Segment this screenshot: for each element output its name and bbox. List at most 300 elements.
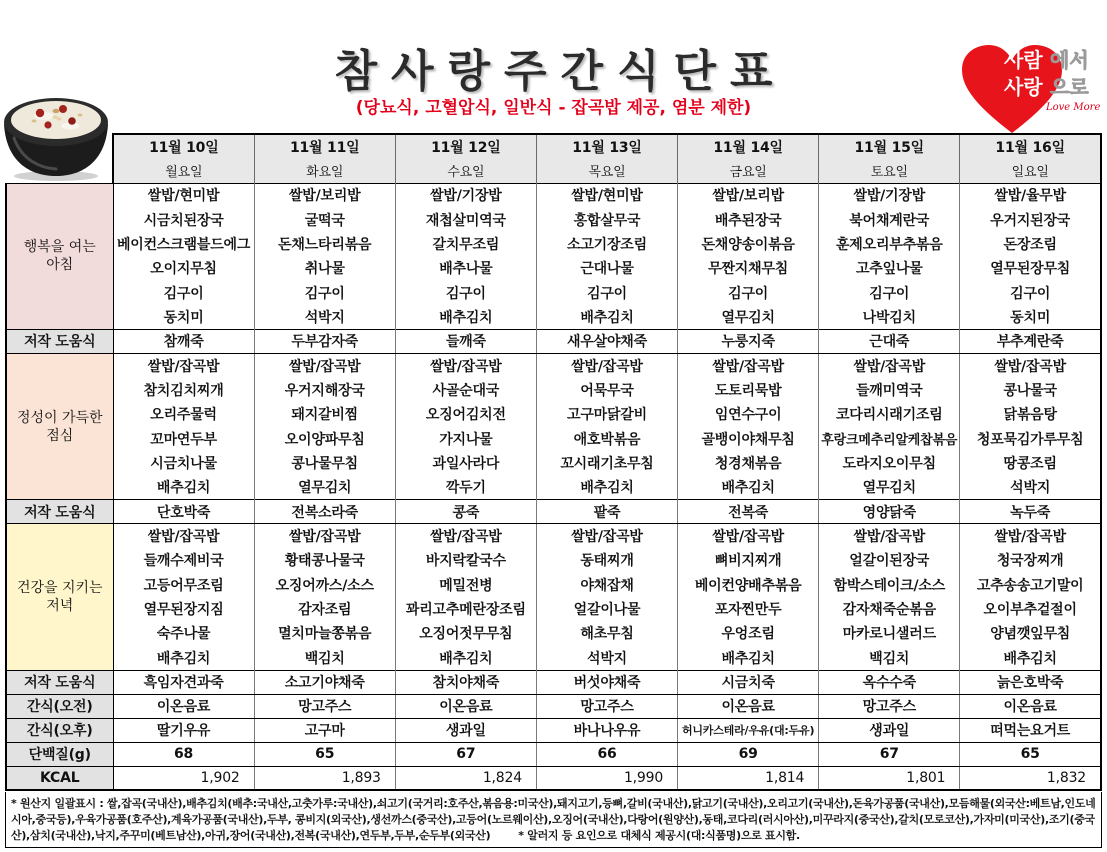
menu-cell — [960, 572, 1101, 596]
soft-food-item: 새우살야채죽 — [567, 334, 647, 351]
menu-item: 쌀밥/잡곡밥 — [994, 358, 1066, 375]
day-date: 11월 11일 — [289, 139, 360, 156]
kcal-value: 1,824 — [482, 769, 522, 786]
menu-cell — [113, 402, 254, 426]
menu-item: 김구이 — [163, 285, 204, 302]
menu-item: 쌀밥/잡곡밥 — [288, 358, 361, 375]
snack-pm-item-cell — [819, 718, 960, 742]
menu-item: 쌀밥/잡곡밥 — [571, 358, 643, 375]
snack-pm-item: 바나나우유 — [573, 723, 641, 740]
menu-cell — [819, 281, 960, 305]
meal-label-dinner: 건강을 지키는 저녁 — [16, 579, 103, 614]
day-date: 11월 16일 — [995, 139, 1065, 156]
menu-item: 쌀밥/잡곡밥 — [147, 529, 220, 546]
soft-food-item-cell — [113, 670, 254, 694]
menu-cell — [536, 597, 677, 621]
kcal-value: 1,893 — [341, 769, 381, 786]
menu-cell — [819, 207, 960, 231]
menu-item: 쌀밥/기장밥 — [853, 188, 926, 205]
menu-item: 과일사라다 — [432, 456, 500, 473]
menu-cell — [254, 427, 395, 451]
menu-cell — [960, 475, 1101, 499]
snack-am-item: 이온음료 — [439, 699, 493, 716]
menu-cell — [819, 232, 960, 256]
kcal-value: 1,990 — [623, 769, 664, 786]
meal-label-breakfast-cell — [6, 183, 113, 329]
menu-item: 쌀밥/현미밥 — [147, 188, 220, 205]
menu-cell — [678, 402, 819, 426]
snack-am-item-cell — [678, 694, 819, 718]
menu-cell — [678, 548, 819, 572]
menu-cell — [254, 621, 395, 645]
menu-item: 쌀밥/보리밥 — [712, 188, 784, 205]
soft-food-item-cell — [254, 329, 395, 353]
menu-cell — [113, 353, 254, 377]
menu-cell — [819, 427, 960, 451]
menu-cell — [113, 378, 254, 402]
menu-item: 돈장조림 — [1003, 236, 1057, 253]
day-date: 11월 13일 — [572, 139, 642, 156]
menu-cell — [819, 402, 960, 426]
soft-food-item-cell — [536, 500, 677, 524]
menu-item: 고추잎나물 — [855, 261, 923, 278]
menu-item: 열무김치 — [862, 480, 916, 497]
logo-word-1: 사람 — [1004, 48, 1043, 72]
menu-item: 소고기장조림 — [567, 236, 647, 253]
menu-item: 청국장찌개 — [996, 553, 1064, 570]
weekday-label: 일요일 — [1011, 165, 1049, 180]
soft-food-item: 전복죽 — [728, 504, 769, 521]
menu-cell — [960, 378, 1101, 402]
menu-cell — [395, 451, 536, 475]
menu-item: 가지나물 — [439, 431, 493, 448]
day-date-cell — [960, 134, 1101, 159]
menu-cell — [819, 378, 960, 402]
day-date: 11월 15일 — [854, 139, 925, 156]
menu-item: 야채잡채 — [580, 577, 634, 594]
menu-cell — [395, 305, 536, 329]
day-date-cell — [254, 134, 395, 159]
menu-cell — [678, 232, 819, 256]
menu-cell — [254, 378, 395, 402]
menu-item: 꼬마연두부 — [150, 431, 217, 448]
menu-item: 동태찌개 — [580, 553, 634, 570]
protein-value-cell — [395, 742, 536, 766]
menu-item: 오징어젓무무침 — [419, 626, 513, 643]
menu-item: 양념깻잎무침 — [990, 626, 1071, 643]
menu-item: 쌀밥/잡곡밥 — [571, 529, 643, 546]
snack-pm-item-cell — [395, 718, 536, 742]
menu-cell — [113, 646, 254, 670]
menu-cell — [113, 232, 254, 256]
soft-food-item-cell — [960, 329, 1101, 353]
kcal-value-cell — [536, 766, 677, 790]
menu-cell — [960, 232, 1101, 256]
logo-suffix-2: 으로 — [1050, 75, 1089, 99]
menu-cell — [113, 597, 254, 621]
menu-item: 김구이 — [869, 285, 910, 302]
soft-food-item-cell — [536, 329, 677, 353]
menu-item: 배추김치 — [156, 650, 211, 667]
snack-am-item: 망고주스 — [298, 699, 352, 716]
protein-value: 67 — [879, 746, 899, 763]
menu-item: 오이양파무침 — [284, 431, 365, 448]
menu-item: 배추김치 — [721, 480, 775, 497]
menu-item: 북어채계란국 — [849, 212, 930, 229]
menu-item: 우거지해장국 — [284, 382, 365, 399]
menu-item: 고구마닭갈비 — [567, 407, 647, 424]
menu-cell — [113, 256, 254, 280]
kcal-value: 1,801 — [906, 769, 946, 786]
soft-food-item: 참깨죽 — [163, 334, 204, 351]
menu-cell — [536, 548, 677, 572]
soft-food-item: 근대죽 — [869, 334, 910, 351]
menu-cell — [960, 427, 1101, 451]
soft-food-item-cell — [254, 670, 395, 694]
snack-pm-item: 딸기우유 — [156, 723, 211, 740]
menu-cell — [678, 378, 819, 402]
menu-item: 굴떡국 — [304, 212, 345, 229]
menu-cell — [395, 207, 536, 231]
day-date-cell — [819, 134, 960, 159]
menu-cell — [960, 183, 1101, 207]
menu-item: 고등어무조림 — [143, 577, 224, 594]
menu-item: 훈제오리부추볶음 — [835, 236, 943, 253]
menu-item: 취나물 — [304, 261, 345, 278]
menu-cell — [678, 646, 819, 670]
menu-cell — [678, 597, 819, 621]
menu-cell — [960, 281, 1101, 305]
menu-item: 감자채죽순볶음 — [842, 602, 936, 619]
soft-food-item: 흑임자견과죽 — [143, 675, 224, 692]
menu-item: 뼈비지찌개 — [714, 553, 782, 570]
menu-cell — [960, 353, 1101, 377]
weekday-label: 월요일 — [165, 165, 203, 180]
menu-item: 청포묵김가루무침 — [976, 431, 1084, 448]
menu-item: 쌀밥/잡곡밥 — [712, 529, 784, 546]
menu-cell — [254, 183, 395, 207]
soft-food-item-cell — [113, 500, 254, 524]
menu-item: 사골순대국 — [432, 382, 500, 399]
menu-cell — [819, 597, 960, 621]
menu-cell — [113, 427, 254, 451]
origin-notice: * 원산지 일괄표시 : 쌀,잡곡(국내산),배추김치(배추:국내산,고춧가루:국내산),쇠고기(국거리:호주산,볶음용:미국산),돼지고기,등뼈,갈비(국내산),닭고기(국내산),오리고기(국내산),돈육가공품(국내산),모듬해물(외국산:베트남,인도네시아,중국등),우육가공품(호주산),계육가공품(국내산),두부, 콩비지(외국산),생선까스(중국산),고등어(노르웨이산),오징어(국내산),다랑어(원양산),동태,코다리(러시아산),미꾸라지(중국산),갈치(모로코산),가자미(미국산),조기(중국산),삼치(국내산),낙지,주꾸미(베트남산),아귀,장어(국내산),전복(국내산),연두부,두부,순두부(외국산) — [11, 797, 1096, 842]
menu-cell — [254, 305, 395, 329]
menu-item: 김구이 — [304, 285, 345, 302]
menu-item: 오리주물럭 — [150, 407, 217, 424]
menu-cell — [395, 402, 536, 426]
menu-item: 열무김치 — [721, 309, 775, 326]
menu-cell — [960, 621, 1101, 645]
snack-pm-item-cell — [536, 718, 677, 742]
day-date: 11월 12일 — [431, 139, 501, 156]
snack-pm-label-cell — [6, 718, 113, 742]
soft-food-item-cell — [678, 329, 819, 353]
soft-food-item-cell — [819, 500, 960, 524]
soft-food-item: 부추계란죽 — [996, 334, 1064, 351]
menu-item: 돼지갈비찜 — [291, 407, 359, 424]
menu-cell — [113, 305, 254, 329]
menu-cell — [254, 207, 395, 231]
meal-label-lunch-cell — [6, 353, 113, 499]
menu-item: 배추김치 — [721, 650, 775, 667]
menu-item: 쌀밥/잡곡밥 — [994, 529, 1066, 546]
protein-value: 65 — [1020, 746, 1040, 763]
menu-cell — [960, 524, 1101, 548]
menu-cell — [819, 183, 960, 207]
menu-cell — [960, 256, 1101, 280]
weekday-label: 금요일 — [729, 165, 767, 180]
menu-cell — [536, 183, 677, 207]
soft-food-item-cell — [395, 670, 536, 694]
menu-item: 꼬시래기초무침 — [560, 456, 654, 473]
soft-food-item-cell — [395, 329, 536, 353]
meal-label-breakfast: 행복을 여는 아침 — [23, 239, 96, 274]
menu-item: 김구이 — [1010, 285, 1051, 302]
soft-food-item-cell — [678, 670, 819, 694]
weekday-cell — [536, 159, 677, 184]
snack-am-item-cell — [819, 694, 960, 718]
menu-item: 시금치나물 — [150, 456, 217, 473]
menu-cell — [960, 207, 1101, 231]
weekday-label: 수요일 — [447, 165, 485, 180]
menu-cell — [819, 646, 960, 670]
menu-cell — [113, 572, 254, 596]
menu-cell — [254, 572, 395, 596]
soft-food-label: 저작 도움식 — [24, 675, 96, 692]
soft-food-label: 저작 도움식 — [24, 334, 96, 351]
menu-item: 쌀밥/보리밥 — [288, 188, 361, 205]
snack-am-item: 이온음료 — [156, 699, 211, 716]
day-date-cell — [395, 134, 536, 159]
snack-pm-item-cell — [254, 718, 395, 742]
menu-cell — [395, 427, 536, 451]
menu-cell — [819, 475, 960, 499]
menu-item: 김구이 — [587, 285, 627, 302]
menu-item: 콩나물무침 — [291, 456, 359, 473]
soft-food-label-cell — [6, 670, 113, 694]
menu-cell — [819, 548, 960, 572]
heart-logo — [960, 42, 1102, 138]
menu-cell — [536, 621, 677, 645]
soft-food-item-cell — [395, 500, 536, 524]
menu-cell — [536, 207, 677, 231]
snack-am-label-cell — [6, 694, 113, 718]
menu-cell — [536, 572, 677, 596]
page-subtitle: (당뇨식, 고혈압식, 일반식 - 잡곡밥 제공, 염분 제한) — [355, 98, 752, 118]
weekday-cell — [960, 159, 1101, 184]
footer-notes — [5, 792, 1102, 848]
logo-tagline: Love More — [1046, 102, 1101, 113]
menu-item: 도라지오이무침 — [842, 456, 936, 473]
protein-label: 단백질(g) — [28, 747, 91, 764]
weekday-cell — [113, 159, 254, 184]
menu-item: 동치미 — [163, 309, 204, 326]
menu-item: 참치김치찌개 — [143, 382, 224, 399]
menu-cell — [395, 232, 536, 256]
menu-cell — [678, 281, 819, 305]
weekday-cell — [254, 159, 395, 184]
protein-value: 69 — [738, 746, 758, 763]
soft-food-item-cell — [960, 500, 1101, 524]
menu-cell — [536, 451, 677, 475]
menu-cell — [254, 597, 395, 621]
soft-food-item: 팥죽 — [593, 504, 621, 521]
menu-item: 오징어김치전 — [425, 407, 506, 424]
kcal-label: KCAL — [40, 769, 80, 786]
menu-item: 쌀밥/기장밥 — [430, 188, 502, 205]
menu-cell — [678, 451, 819, 475]
soft-food-item: 두부감자죽 — [291, 334, 359, 351]
menu-cell — [395, 183, 536, 207]
snack-am-item-cell — [960, 694, 1101, 718]
menu-cell — [395, 524, 536, 548]
menu-item: 고추송송고기말이 — [976, 577, 1084, 594]
menu-cell — [678, 572, 819, 596]
menu-item: 열무된장지짐 — [143, 602, 224, 619]
kcal-value-cell — [960, 766, 1101, 790]
menu-item: 땅콩조림 — [1003, 456, 1057, 473]
kcal-value: 1,902 — [200, 769, 240, 786]
menu-cell — [254, 402, 395, 426]
menu-cell — [395, 621, 536, 645]
kcal-value-cell — [254, 766, 395, 790]
menu-item: 쌀밥/현미밥 — [571, 188, 643, 205]
menu-item: 재첩살미역국 — [425, 212, 506, 229]
menu-cell — [819, 256, 960, 280]
menu-cell — [536, 427, 677, 451]
kcal-value-cell — [395, 766, 536, 790]
soft-food-item-cell — [536, 670, 677, 694]
menu-cell — [678, 305, 819, 329]
day-date: 11월 14일 — [713, 139, 783, 156]
menu-item: 열무김치 — [298, 480, 352, 497]
menu-item: 베이컨양배추볶음 — [694, 577, 802, 594]
menu-cell — [254, 475, 395, 499]
snack-pm-item: 허니카스테라/우유(대:두유) — [681, 724, 815, 738]
protein-value-cell — [819, 742, 960, 766]
menu-cell — [395, 281, 536, 305]
menu-item: 청경채볶음 — [714, 456, 782, 473]
menu-cell — [254, 548, 395, 572]
soft-food-item: 소고기야채죽 — [284, 675, 365, 692]
menu-cell — [113, 281, 254, 305]
menu-item: 도토리묵밥 — [714, 382, 782, 399]
menu-item: 숙주나물 — [156, 626, 211, 643]
menu-cell — [536, 646, 677, 670]
menu-item: 멸치마늘쫑볶음 — [278, 626, 372, 643]
menu-item: 포자찐만두 — [714, 602, 782, 619]
protein-value: 67 — [456, 746, 476, 763]
menu-item: 얼갈이된장국 — [849, 553, 930, 570]
menu-item: 김구이 — [445, 285, 486, 302]
menu-cell — [536, 475, 677, 499]
menu-cell — [536, 256, 677, 280]
soft-food-item: 참치야채죽 — [432, 675, 500, 692]
day-date-cell — [536, 134, 677, 159]
menu-cell — [254, 451, 395, 475]
logo-suffix-1: 에서 — [1050, 48, 1089, 72]
menu-item: 김구이 — [728, 285, 769, 302]
menu-cell — [254, 646, 395, 670]
menu-cell — [819, 524, 960, 548]
menu-item: 후랑크메추리알케찹볶음 — [821, 433, 958, 449]
protein-value: 65 — [315, 746, 335, 763]
weekday-cell — [819, 159, 960, 184]
menu-item: 시금치된장국 — [143, 212, 224, 229]
menu-cell — [254, 353, 395, 377]
menu-cell — [960, 548, 1101, 572]
menu-item: 배추김치 — [580, 309, 634, 326]
menu-cell — [113, 207, 254, 231]
menu-item: 배추김치 — [156, 480, 211, 497]
kcal-value-cell — [678, 766, 819, 790]
menu-item: 홍합살무국 — [573, 212, 641, 229]
menu-item: 얼갈이나물 — [573, 602, 641, 619]
menu-cell — [113, 451, 254, 475]
menu-cell — [395, 256, 536, 280]
menu-item: 들깨미역국 — [855, 382, 923, 399]
menu-item: 나박김치 — [862, 309, 916, 326]
table-corner — [6, 134, 113, 183]
day-date-cell — [678, 134, 819, 159]
menu-item: 어묵무국 — [580, 382, 634, 399]
weekday-label: 토요일 — [870, 165, 908, 180]
menu-cell — [536, 524, 677, 548]
menu-cell — [678, 207, 819, 231]
menu-cell — [678, 621, 819, 645]
soft-food-item: 버섯야채죽 — [573, 675, 641, 692]
menu-item: 석박지 — [304, 309, 345, 326]
soft-food-label: 저작 도움식 — [24, 504, 96, 521]
menu-item: 동치미 — [1010, 309, 1051, 326]
snack-pm-item-cell — [678, 718, 819, 742]
protein-value: 68 — [174, 746, 194, 763]
menu-item: 배추김치 — [1003, 650, 1057, 667]
menu-item: 열무된장무침 — [990, 261, 1071, 278]
menu-cell — [819, 451, 960, 475]
menu-item: 쌀밥/잡곡밥 — [147, 358, 220, 375]
menu-item: 황태콩나물국 — [284, 553, 365, 570]
menu-item: 돈채느타리볶음 — [278, 236, 372, 253]
menu-item: 해초무침 — [580, 626, 634, 643]
menu-item: 쌀밥/잡곡밥 — [853, 529, 926, 546]
menu-item: 배추김치 — [580, 480, 634, 497]
kcal-label-cell — [6, 766, 113, 790]
menu-item: 들깨수제비국 — [143, 553, 224, 570]
snack-am-item: 이온음료 — [721, 699, 775, 716]
menu-item: 코다리시래기조림 — [835, 407, 943, 424]
menu-cell — [254, 232, 395, 256]
substitution-note: * 알러지 등 요인으로 대체식 제공시(대:식품명)으로 표시함. — [518, 829, 800, 842]
menu-cell — [395, 353, 536, 377]
kcal-value: 1,832 — [1046, 769, 1086, 786]
snack-pm-item-cell — [960, 718, 1101, 742]
soft-food-item: 옥수수죽 — [862, 675, 916, 692]
menu-item: 임연수구이 — [714, 407, 782, 424]
weekday-label: 화요일 — [306, 165, 344, 180]
snack-am-item-cell — [395, 694, 536, 718]
menu-item: 쌀밥/잡곡밥 — [288, 529, 361, 546]
menu-item: 쌀밥/잡곡밥 — [430, 529, 502, 546]
soft-food-item: 누룽지죽 — [721, 334, 775, 351]
soft-food-label-cell — [6, 500, 113, 524]
soft-food-item-cell — [960, 670, 1101, 694]
snack-am-item: 망고주스 — [862, 699, 916, 716]
menu-cell — [960, 646, 1101, 670]
menu-item: 쌀밥/율무밥 — [994, 188, 1066, 205]
menu-item: 깍두기 — [445, 480, 486, 497]
